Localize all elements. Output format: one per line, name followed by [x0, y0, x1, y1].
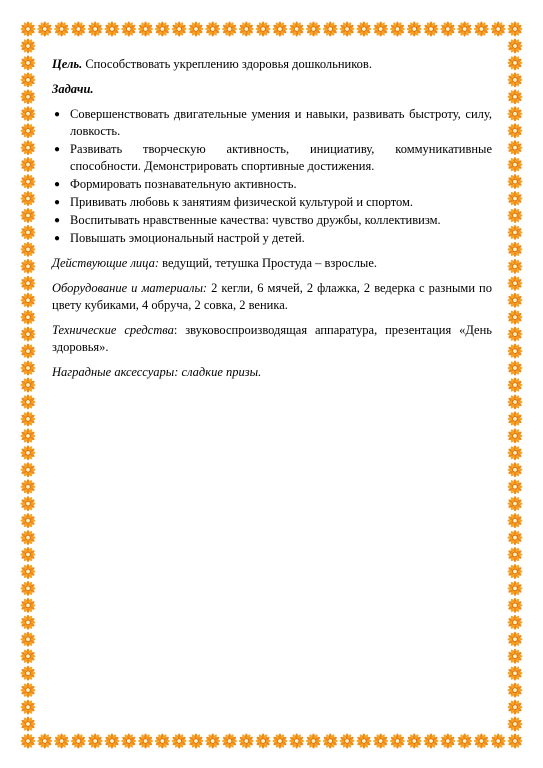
- sunflower-icon: [289, 734, 304, 749]
- sunflower-icon: [508, 208, 523, 223]
- sunflower-icon: [508, 547, 523, 562]
- goal-text: Способствовать укреплению здоровья дошкольников.: [82, 57, 372, 71]
- sunflower-icon: [21, 72, 36, 87]
- list-item: [52, 194, 492, 211]
- sunflower-icon: [272, 734, 287, 749]
- sunflower-icon: [256, 22, 271, 37]
- sunflower-icon: [407, 734, 422, 749]
- sunflower-icon: [323, 22, 338, 37]
- awards-paragraph: [52, 364, 492, 381]
- sunflower-icon: [21, 717, 36, 732]
- tasks-list: [52, 106, 492, 247]
- list-item: [52, 230, 492, 247]
- sunflower-icon: [172, 22, 187, 37]
- goal-label: Цель.: [52, 57, 83, 71]
- sunflower-icon: [104, 734, 119, 749]
- sunflower-icon: [272, 22, 287, 37]
- technical-paragraph: [52, 322, 492, 356]
- sunflower-icon: [21, 649, 36, 664]
- sunflower-icon: [21, 22, 36, 37]
- sunflower-icon: [21, 564, 36, 579]
- sunflower-icon: [21, 683, 36, 698]
- sunflower-icon: [21, 38, 36, 53]
- sunflower-icon: [21, 276, 36, 291]
- sunflower-icon: [222, 734, 237, 749]
- sunflower-icon: [491, 734, 506, 749]
- sunflower-icon: [155, 22, 170, 37]
- sunflower-icon: [508, 123, 523, 138]
- sunflower-icon: [508, 378, 523, 393]
- sunflower-icon: [508, 462, 523, 477]
- sunflower-icon: [508, 242, 523, 257]
- sunflower-icon: [323, 734, 338, 749]
- sunflower-icon: [356, 734, 371, 749]
- sunflower-icon: [508, 717, 523, 732]
- sunflower-icon: [88, 22, 103, 37]
- sunflower-icon: [71, 22, 86, 37]
- sunflower-icon: [21, 445, 36, 460]
- sunflower-icon: [21, 581, 36, 596]
- sunflower-icon: [239, 22, 254, 37]
- sunflower-icon: [21, 700, 36, 715]
- awards-text: Наградные аксессуары: сладкие призы.: [52, 365, 262, 379]
- tasks-label: Задачи.: [52, 82, 94, 96]
- sunflower-icon: [508, 225, 523, 240]
- sunflower-icon: [121, 22, 136, 37]
- sunflower-icon: [21, 310, 36, 325]
- list-item-text: Повышать эмоциональный настрой у детей.: [70, 231, 305, 245]
- sunflower-icon: [508, 734, 523, 749]
- list-item-text: Воспитывать нравственные качества: чувство дружбы, коллективизм.: [70, 213, 441, 227]
- sunflower-icon: [508, 140, 523, 155]
- sunflower-icon: [407, 22, 422, 37]
- sunflower-icon: [88, 734, 103, 749]
- equipment-label: Оборудование и материалы:: [52, 281, 208, 295]
- sunflower-icon: [508, 174, 523, 189]
- sunflower-icon: [508, 276, 523, 291]
- sunflower-icon: [172, 734, 187, 749]
- sunflower-icon: [508, 157, 523, 172]
- list-item-text: Формировать познавательную активность.: [70, 177, 297, 191]
- sunflower-icon: [21, 361, 36, 376]
- sunflower-icon: [21, 462, 36, 477]
- list-item-text: Прививать любовь к занятиям физической культурой и спортом.: [70, 195, 414, 209]
- characters-text: ведущий, тетушка Простуда – взрослые.: [159, 256, 378, 270]
- sunflower-icon: [390, 22, 405, 37]
- sunflower-icon: [508, 564, 523, 579]
- sunflower-icon: [424, 22, 439, 37]
- sunflower-icon: [21, 327, 36, 342]
- sunflower-icon: [37, 22, 52, 37]
- sunflower-icon: [508, 496, 523, 511]
- sunflower-icon: [508, 445, 523, 460]
- sunflower-icon: [508, 22, 523, 37]
- sunflower-icon: [21, 598, 36, 613]
- list-item: [52, 176, 492, 193]
- sunflower-icon: [21, 242, 36, 257]
- sunflower-icon: [21, 140, 36, 155]
- sunflower-icon: [440, 22, 455, 37]
- sunflower-icon: [508, 38, 523, 53]
- sunflower-icon: [21, 123, 36, 138]
- sunflower-icon: [390, 734, 405, 749]
- sunflower-icon: [457, 22, 472, 37]
- sunflower-icon: [21, 378, 36, 393]
- sunflower-icon: [21, 293, 36, 308]
- sunflower-icon: [424, 734, 439, 749]
- sunflower-icon: [138, 22, 153, 37]
- sunflower-icon: [21, 547, 36, 562]
- equipment-paragraph: [52, 280, 492, 314]
- sunflower-icon: [205, 734, 220, 749]
- sunflower-icon: [54, 22, 69, 37]
- sunflower-icon: [21, 496, 36, 511]
- sunflower-icon: [340, 22, 355, 37]
- sunflower-icon: [508, 649, 523, 664]
- sunflower-icon: [155, 734, 170, 749]
- sunflower-icon: [508, 293, 523, 308]
- sunflower-icon: [21, 157, 36, 172]
- sunflower-icon: [138, 734, 153, 749]
- sunflower-icon: [71, 734, 86, 749]
- sunflower-icon: [508, 72, 523, 87]
- sunflower-icon: [21, 530, 36, 545]
- sunflower-icon: [508, 310, 523, 325]
- sunflower-icon: [373, 22, 388, 37]
- sunflower-icon: [188, 22, 203, 37]
- list-item-text: Развивать творческую активность, инициативу, коммуникативные способности. Демонстрировать спортивные достижения.: [70, 142, 492, 173]
- bullet-icon: ●: [54, 144, 61, 155]
- sunflower-icon: [256, 734, 271, 749]
- sunflower-icon: [188, 734, 203, 749]
- sunflower-icon: [508, 394, 523, 409]
- sunflower-icon: [340, 734, 355, 749]
- sunflower-icon: [508, 700, 523, 715]
- sunflower-icon: [21, 225, 36, 240]
- sunflower-icon: [508, 259, 523, 274]
- sunflower-icon: [508, 361, 523, 376]
- sunflower-icon: [440, 734, 455, 749]
- bullet-icon: ●: [54, 197, 61, 208]
- bullet-icon: ●: [54, 179, 61, 190]
- sunflower-icon: [508, 666, 523, 681]
- sunflower-icon: [21, 411, 36, 426]
- list-item: [52, 141, 492, 175]
- sunflower-icon: [508, 632, 523, 647]
- list-item: [52, 212, 492, 229]
- sunflower-icon: [508, 615, 523, 630]
- sunflower-icon: [21, 513, 36, 528]
- bullet-icon: ●: [54, 215, 61, 226]
- sunflower-icon: [508, 513, 523, 528]
- sunflower-icon: [37, 734, 52, 749]
- technical-text: : звуковоспроизводящая аппаратура, презентация «День здоровья».: [52, 323, 492, 354]
- sunflower-icon: [508, 479, 523, 494]
- sunflower-icon: [508, 581, 523, 596]
- sunflower-icon: [21, 428, 36, 443]
- list-item: [52, 106, 492, 140]
- sunflower-icon: [373, 734, 388, 749]
- sunflower-icon: [508, 191, 523, 206]
- sunflower-icon: [239, 734, 254, 749]
- sunflower-icon: [54, 734, 69, 749]
- sunflower-icon: [508, 344, 523, 359]
- sunflower-icon: [21, 259, 36, 274]
- sunflower-icon: [474, 734, 489, 749]
- sunflower-icon: [21, 632, 36, 647]
- sunflower-icon: [457, 734, 472, 749]
- sunflower-icon: [21, 344, 36, 359]
- characters-label: Действующие лица:: [52, 256, 159, 270]
- sunflower-icon: [21, 734, 36, 749]
- sunflower-icon: [205, 22, 220, 37]
- sunflower-icon: [508, 327, 523, 342]
- sunflower-icon: [21, 479, 36, 494]
- equipment-text: 2 кегли, 6 мячей, 2 флажка, 2 ведерка с разными по цвету кубиками, 4 обруча, 2 совка, 2 веника.: [52, 281, 492, 312]
- sunflower-icon: [508, 428, 523, 443]
- sunflower-icon: [508, 106, 523, 121]
- sunflower-icon: [508, 683, 523, 698]
- sunflower-icon: [508, 411, 523, 426]
- sunflower-icon: [21, 191, 36, 206]
- sunflower-icon: [21, 106, 36, 121]
- characters-paragraph: [52, 255, 492, 272]
- sunflower-icon: [222, 22, 237, 37]
- goal-paragraph: [52, 56, 492, 73]
- sunflower-icon: [21, 394, 36, 409]
- sunflower-icon: [21, 615, 36, 630]
- sunflower-icon: [491, 22, 506, 37]
- sunflower-icon: [21, 666, 36, 681]
- bullet-icon: ●: [54, 233, 61, 244]
- sunflower-icon: [356, 22, 371, 37]
- technical-label: Технические средства: [52, 323, 174, 337]
- tasks-heading: [52, 81, 492, 98]
- sunflower-icon: [21, 55, 36, 70]
- sunflower-icon: [306, 734, 321, 749]
- sunflower-icon: [121, 734, 136, 749]
- sunflower-icon: [289, 22, 304, 37]
- sunflower-icon: [474, 22, 489, 37]
- bullet-icon: ●: [54, 109, 61, 120]
- sunflower-icon: [508, 530, 523, 545]
- sunflower-icon: [508, 55, 523, 70]
- sunflower-icon: [306, 22, 321, 37]
- sunflower-icon: [508, 89, 523, 104]
- sunflower-icon: [21, 89, 36, 104]
- sunflower-icon: [21, 174, 36, 189]
- sunflower-icon: [104, 22, 119, 37]
- list-item-text: Совершенствовать двигательные умения и навыки, развивать быстроту, силу, ловкость.: [70, 107, 492, 138]
- document-body: [52, 56, 492, 389]
- sunflower-icon: [21, 208, 36, 223]
- sunflower-icon: [508, 598, 523, 613]
